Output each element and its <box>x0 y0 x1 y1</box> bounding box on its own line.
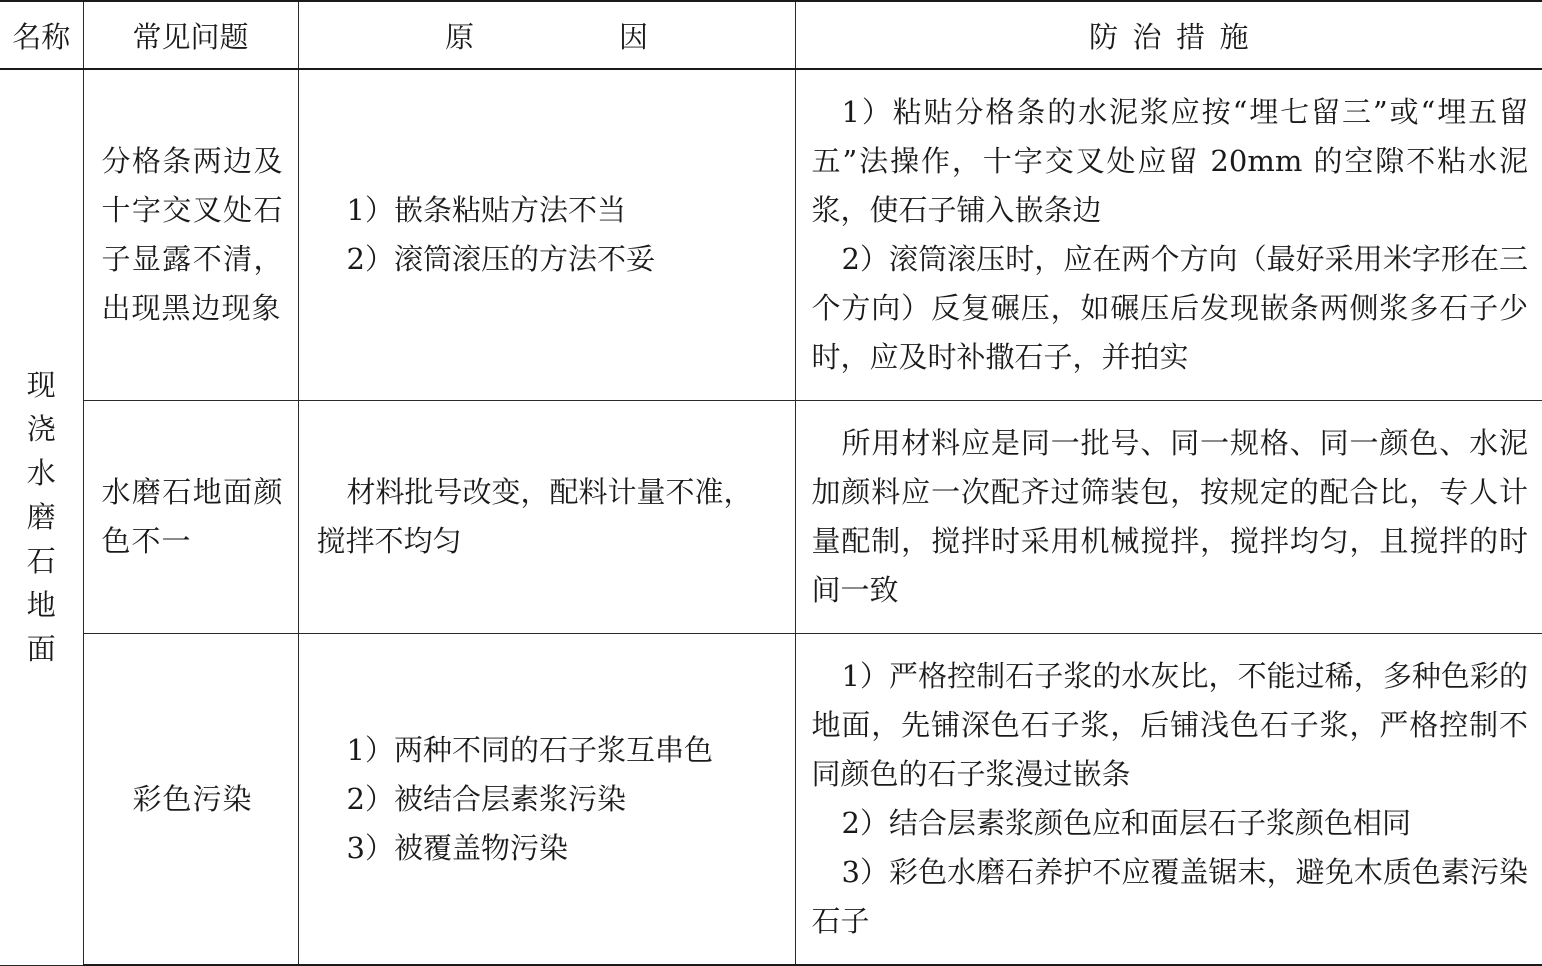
cause-item: 材料批号改变，配料计量不准，搅拌不均匀 <box>316 475 753 558</box>
header-measure <box>795 1 1542 69</box>
measure-item: 所用材料应是同一批号、同一规格、同一颜色、水泥加颜料应一次配齐过筛装包，按规定的配合比，专人计量配制，搅拌时采用机械搅拌，搅拌均匀，且搅拌的时间一致 <box>811 426 1528 607</box>
issue-text: 分格条两边及十字交叉处石子显露不清，出现黑边现象 <box>101 144 284 325</box>
header-cause <box>298 1 795 69</box>
cause-item: 3）被覆盖物污染 <box>346 830 568 865</box>
measure-cell <box>795 69 1542 401</box>
measure-item: 1）严格控制石子浆的水灰比，不能过稀，多种色彩的地面，先铺深色石子浆，后铺浅色石子浆，严格控制不同颜色的石子浆漫过嵌条 <box>811 659 1528 791</box>
category-cell <box>0 69 83 965</box>
header-row <box>0 1 1542 69</box>
table-row <box>0 634 1542 966</box>
cause-cell <box>298 401 795 634</box>
issue-cell <box>83 634 298 966</box>
cause-item: 2）滚筒滚压的方法不妥 <box>346 242 655 276</box>
header-issue-label: 常见问题 <box>132 19 249 54</box>
measure-item: 2）结合层素浆颜色应和面层石子浆颜色相同 <box>841 806 1411 840</box>
cause-item: 2）被结合层素浆污染 <box>346 781 626 816</box>
measure-cell <box>795 634 1542 966</box>
cause-cell <box>298 69 795 401</box>
header-cause-label: 原因 <box>444 19 793 54</box>
table-row <box>0 69 1542 401</box>
measure-item: 3）彩色水磨石养护不应覆盖锯末，避免木质色素污染石子 <box>811 855 1528 938</box>
measure-item: 1）粘贴分格条的水泥浆应按“埋七留三”或“埋五留五”法操作，十字交叉处应留 20mm 的空隙不粘水泥浆，使石子铺入嵌条边 <box>811 95 1528 227</box>
measure-cell <box>795 401 1542 634</box>
cause-item: 1）两种不同的石子浆互串色 <box>346 732 713 767</box>
issue-cell <box>83 69 298 401</box>
header-measure-label: 防治措施 <box>1088 19 1263 54</box>
header-issue <box>83 1 298 69</box>
category-label: 现浇水磨石地面 <box>26 368 56 667</box>
header-name <box>0 1 83 69</box>
issue-text: 彩色污染 <box>132 781 253 816</box>
issue-cell <box>83 401 298 634</box>
header-name-label: 名称 <box>12 19 71 54</box>
issue-text: 水磨石地面颜色不一 <box>101 475 284 558</box>
cause-cell <box>298 634 795 966</box>
cause-item: 1）嵌条粘贴方法不当 <box>346 193 626 227</box>
table-row <box>0 401 1542 634</box>
measure-item: 2）滚筒滚压时，应在两个方向（最好采用米字形在三个方向）反复碾压，如碾压后发现嵌条两侧浆多石子少时，应及时补撒石子，并拍实 <box>811 242 1528 374</box>
